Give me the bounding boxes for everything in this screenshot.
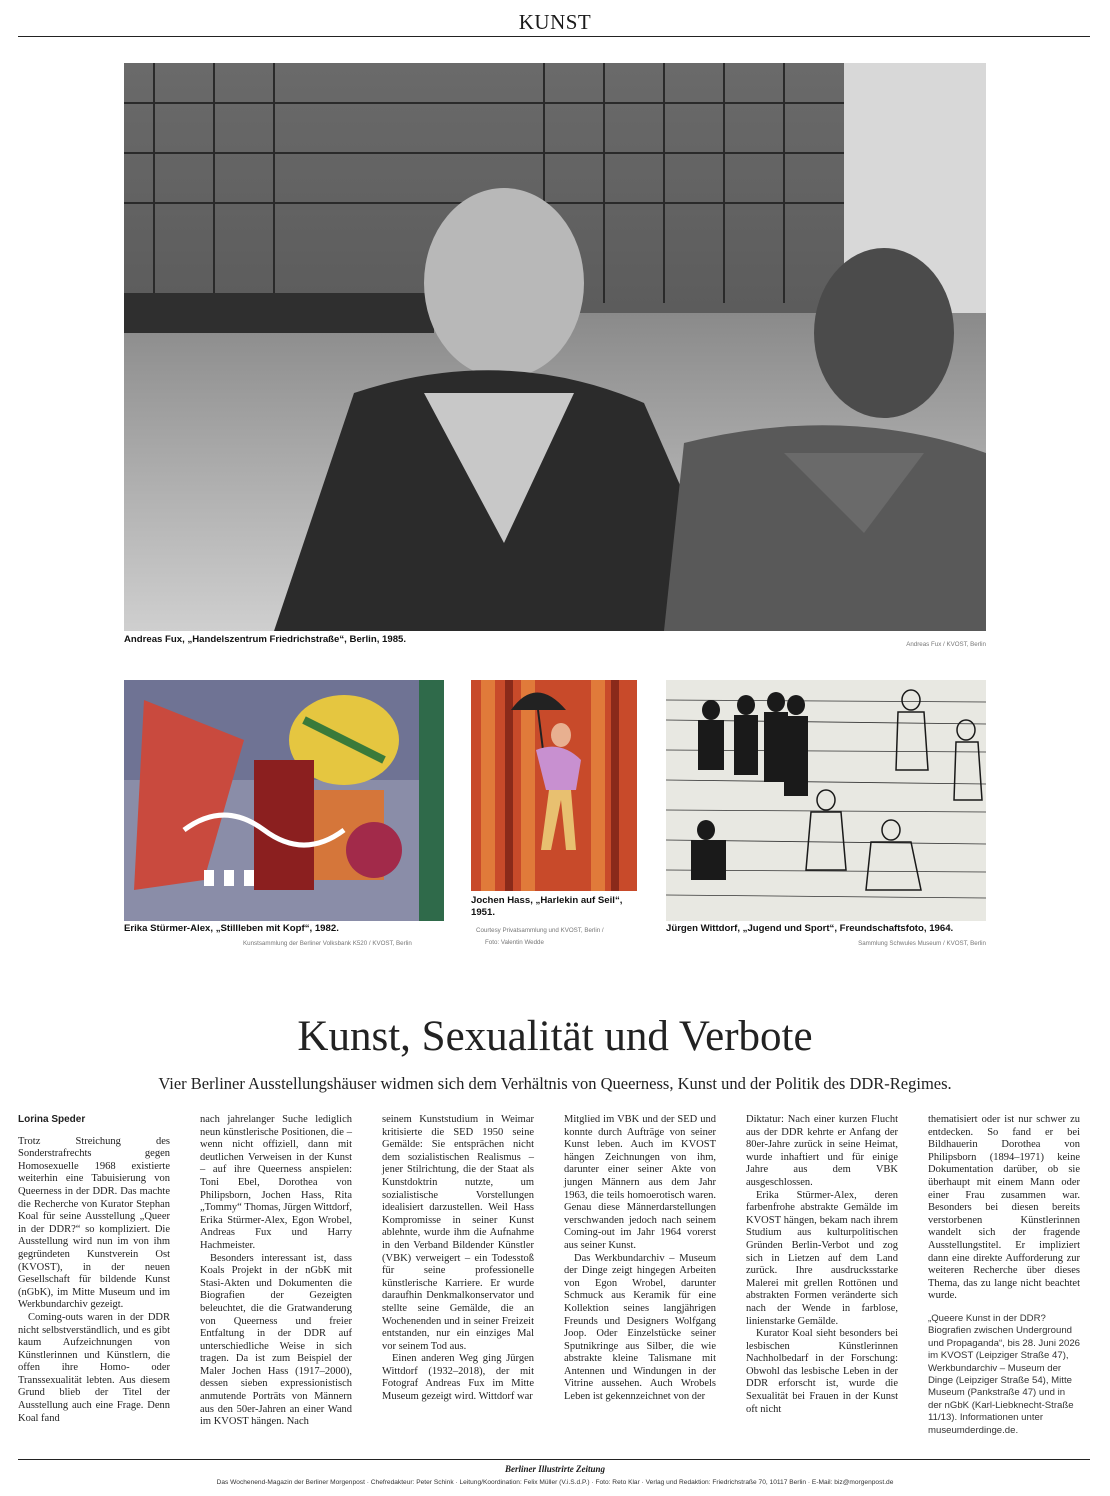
paragraph: Erika Stürmer-Alex, deren farbenfrohe abstrakte Gemälde im KVOST hängen, bekam nach ihrem Studium aus kulturpolitischen Gründen Berlin-Verbot und zog sich in Lietzen auf dem Land zurück. Ihre ausdrucksstarke Malerei mit grellen Rottönen und abstrakten Formen veränderte sich nach der Wende in farblose, linienstarke Gemälde. [746, 1189, 898, 1327]
main-photo [124, 63, 986, 631]
paragraph: Kurator Koal sieht besonders bei lesbischen Künstlerinnen Nachholbedarf in der Forschung: Obwohl das lesbische Leben in der DDR erforscht ist, wurde die Sexualität bei Frauen in der Kunst oft nicht [746, 1328, 898, 1415]
paragraph: Mitglied im VBK und der SED und konnte durch Aufträge von seiner Kunst leben. Auch im KVOST hängen Zeichnungen von ihm, darunter einer seiner Akte von jungen Männern aus dem Jahr 1963, die teils homoerotisch waren. Genau diese Männerdarstellungen verschwanden jedoch nach seinem Coming-out im Jahr 1964 vorerst aus seiner Kunst. [564, 1114, 716, 1251]
paragraph: Das Werkbundarchiv – Museum der Dinge zeigt hingegen Arbeiten von Egon Wrobel, darunter Schmuck aus Keramik für eine Kollektion seines langjährigen Freunds und Designers Wolfgang Joop. Oder Einzelstücke seiner Sputnikringe aus Silber, die wie abstrakte kleine Talismane mit Antennen und Windungen in der Vitrine aussehen. Auch Wrobels Leben ist gekennzeichnet von der [564, 1252, 716, 1403]
main-photo-caption: Andreas Fux, „Handelszentrum Friedrichstraße“, Berlin, 1985. [124, 634, 407, 645]
paragraph: Einen anderen Weg ging Jürgen Wittdorf (1932–2018), der mit Fotograf Andreas Fux im Mitte Museum gezeigt wird. Wittdorf war [382, 1353, 534, 1403]
paragraph: nach jahrelanger Suche lediglich neun künstlerische Positionen, die – wenn nicht offiziell, dann mit deutlichen Verweisen in der Kunst – auf ihre Queerness anspielen: Toni Ebel, Dorothea von Philipsborn, Jochen Hass, Rita „Tommy“ Thomas, Jürgen Wittdorf, Erika Stürmer-Alex, Egon Wrobel, Andreas Fux und Harry Hachmeister. [200, 1114, 352, 1251]
wittdorf-caption: Jürgen Wittdorf, „Jugend und Sport“, Freundschaftsfoto, 1964. [666, 923, 954, 934]
footer-rule [18, 1459, 1090, 1460]
exhibition-info: „Queere Kunst in der DDR? Biografien zwischen Underground und Propaganda“, bis 28. Juni 2026 im KVOST (Leipziger Straße 47), Werkbundarchiv – Museum der Dinge (Leipziger Straße 54), Mitte Museum (Pankstraße 47) und in der nGbK (Karl-Liebknecht-Straße 11/13). Informationen unter museumderdinge.de. [928, 1312, 1081, 1436]
article-column-3 [382, 1114, 534, 1404]
sturmer-caption: Erika Stürmer-Alex, „Stillleben mit Kopf“, 1982. [124, 923, 339, 934]
paragraph: Besonders interessant ist, dass Koals Projekt in der nGbK mit Stasi-Akten und Dokumenten die Biografien der Gezeigten beleuchtet, die die Gratwanderung von Queerness und freier Entfaltung in der DDR auf unterschiedliche Weise in sich tragen. Da ist zum Beispiel der Maler Jochen Hass (1917–2000), dessen sieben expressionistisch anmutende Porträts von Männern aus den 50er-Jahren an einer Wand im KVOST hängen. Nach [200, 1252, 352, 1428]
paragraph: thematisiert oder ist nur schwer zu entdecken. So fand er bei Bildhauerin Dorothea von Philipsborn (1894–1971) keine Dokumentation darüber, ob sie überhaupt mit einem Mann oder einer Frau zusammen war. Besonders bei diesen bereits verstorbenen Künstlerinnen wandelt sich der fragende Ausstellungstitel. Er impliziert dann eine direkte Aufforderung zur weiteren Recherche über dieses Thema, das zu lange nicht beachtet wurde. [928, 1114, 1080, 1302]
imprint: Das Wochenend-Magazin der Berliner Morgenpost · Chefredakteur: Peter Schink · Leitung/Koordination: Felix Müller (V.i.S.d.P.) · Foto: Reto Klar · Verlag und Redaktion: Friedrichstraße 70, 10117 Berlin · E-Mail: biz@morgenpost.de [216, 1479, 894, 1486]
wittdorf-print [666, 680, 986, 921]
article-subheadline: Vier Berliner Ausstellungshäuser widmen sich dem Verhältnis von Queerness, Kunst und der Politik des DDR-Regimes. [158, 1074, 952, 1093]
header-rule [18, 36, 1090, 37]
sturmer-credit: Kunstsammlung der Berliner Volksbank K520 / KVOST, Berlin [243, 940, 412, 947]
hass-credit-line1: Courtesy Privatsammlung und KVOST, Berlin / [476, 927, 604, 934]
article-headline: Kunst, Sexualität und Verbote [297, 1013, 813, 1060]
article-column-5 [746, 1114, 898, 1416]
author-byline: Lorina Speder [18, 1114, 86, 1125]
article-column-4 [564, 1114, 716, 1404]
paragraph: Trotz Streichung des Sonderstrafrechts gegen Homosexuelle 1968 existierte weiterhin eine Tabuisierung von Queerness in der DDR. Das machte die Recherche von Kurator Stephan Koal für seine Ausstellung „Queer in der DDR?“ so kompliziert. Die Ausstellung wird nun im von ihm gegründeten Kunstverein Ost (KVOST), in der neuen Gesellschaft für bildende Kunst (nGbK), im Mitte Museum und im Werkbundarchiv gezeigt. [18, 1135, 170, 1311]
paragraph: Diktatur: Nach einer kurzen Flucht aus der DDR kehrte er Anfang der 80er-Jahre zurück in seine Heimat, wurde inhaftiert und für einige Jahre aus dem VBK ausgeschlossen. [746, 1114, 898, 1188]
wittdorf-credit: Sammlung Schwules Museum / KVOST, Berlin [858, 940, 986, 947]
hass-caption-line1: Jochen Hass, „Harlekin auf Seil“, [471, 895, 623, 906]
article-column-6 [928, 1114, 1080, 1437]
hass-credit-line2: Foto: Valentin Wedde [485, 939, 544, 946]
hass-painting [471, 680, 637, 891]
main-photo-credit: Andreas Fux / KVOST, Berlin [906, 641, 986, 648]
paragraph: Coming-outs waren in der DDR nicht selbstverständlich, und es gibt kaum Aufzeichnungen von Künstlerinnen und Künstlern, die offen ihre Homo- oder Transsexualität lebten. Aus diesem Grund blieb der Titel der Ausstellung auch eine Frage. Denn Koal fand [18, 1311, 170, 1424]
paragraph: seinem Kunststudium in Weimar kritisierte die SED 1950 seine Gemälde: Sie entsprächen nicht dem sozialistischen Realismus – jener Stilrichtung, die der Staat als Kunstdoktrin nutzte, um sozialistische Vorstellungen idealisiert darzustellen. Weil Hass Kompromisse in seiner Kunst ablehnte, wurde ihm die Aufnahme in den Verband Bildender Künstler (VBK) verweigert – ein Todesstoß für seine professionelle künstlerische Karriere. Er wurde daraufhin Denkmalkonservator und stellte seine Gemälde, die an Wochenenden und in seiner Freizeit entstanden, nur ein einziges Mal vor seinem Tod aus. [382, 1114, 534, 1352]
article-column-1 [18, 1114, 170, 1425]
hass-caption-line2: 1951. [471, 907, 496, 918]
publication-logo: Berliner Illustrirte Zeitung [504, 1464, 606, 1474]
section-title: KUNST [518, 10, 592, 34]
article-column-2 [200, 1114, 352, 1429]
sturmer-painting [124, 680, 444, 921]
